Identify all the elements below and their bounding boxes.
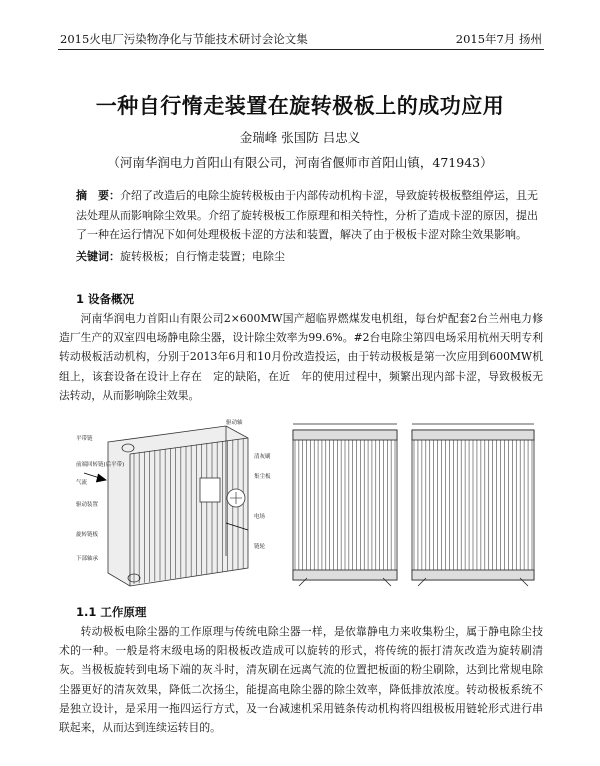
abstract [76,186,538,245]
fig-right-label-1: 驱动轴 [226,420,243,426]
fig-left-label-1: 平带链 [76,436,93,442]
fig-left-label-4: 驱动装置 [76,502,99,508]
keywords [76,247,538,266]
fig-left-label-3: 气流 [76,480,88,486]
abstract-text: 介绍了改造后的电除尘旋转极板由于内部传动机构卡涩，导致旋转极板整组停运，且无法处理从而影响除尘效果。介绍了旋转极板工作原理和相关特性，分析了造成卡涩的原因，提出了一种在运行情况下如何处理极板卡涩的方法和装置，解决了由于极板卡涩对除尘效果影响。 [76,189,538,241]
fig-right-label-3: 集尘板 [254,474,271,480]
section-1-paragraph: 河南华润电力首阳山有限公司2×600MW国产超临界燃煤发电机组，每台炉配套2台兰州电力修造厂生产的双室四电场静电除尘器，设计除尘效率为99.6%。#2台电除尘第四电场采用杭州天明专利转动极板活动机构，分别于2013年6月和10月份改造投运，由于转动极板是第一次应用到600MW机组上，该套设备在设计上存在 定的缺陷，在近 年的使用过程中，频繁出现内部卡涩，导致极板无法转动，从而影响除尘效果。 [59,312,543,402]
front-elevation-figure [285,418,405,593]
rotating-plate-isometric-figure [76,418,281,593]
section-1-1-paragraph: 转动极板电除尘器的工作原理与传统电除尘器一样，是依靠静电力来收集粉尘，属于静电除尘技术的一种。一般是将末级电场的阳极板改造成可以旋转的形式，将传统的振打清灰改造为旋转刷清灰。当极板旋转到电场下端的灰斗时，清灰刷在远离气流的位置把板面的粉尘刷除，达到比常规电除尘器更好的清灰效果，降低二次扬尘，能提高电除尘器的除尘效率，降低排放浓度。转动极板系统不是独立设计，是采用一拖四运行方式，及一台减速机采用链条传动机构将四组极板用链轮形式进行串联起来，从而达到连续运转目的。 [59,625,543,735]
fig-left-label-6: 下部轴承 [76,556,99,562]
running-header [60,31,542,47]
keywords-text: 旋转极板；自行惰走装置；电除尘 [120,250,285,263]
header-rule [58,49,544,50]
side-elevation-figure [408,418,538,593]
header-right: 2015年7月 扬州 [455,32,542,46]
fig-left-label-5: 旋转链板 [76,532,99,538]
fig-right-label-2: 清灰刷 [254,454,271,460]
fig-right-label-5: 链轮 [254,544,266,550]
authors: 金瑞峰 张国防 吕忠义 [239,130,361,145]
abstract-label: 摘 要： [76,189,120,202]
affiliation: （河南华润电力首阳山有限公司，河南省偃师市首阳山镇，471943） [107,155,493,170]
fig-right-label-4: 电场 [254,514,266,520]
fig-left-label-2: 前端回转链(后平带) [76,462,125,468]
keywords-label: 关键词： [76,250,120,263]
paper-title: 一种自行惰走装置在旋转极板上的成功应用 [95,94,505,118]
section-1-heading: 1 设备概况 [76,292,135,306]
section-1-1-heading: 1.1 工作原理 [76,605,147,619]
header-left: 2015火电厂污染物净化与节能技术研讨会论文集 [60,32,308,46]
